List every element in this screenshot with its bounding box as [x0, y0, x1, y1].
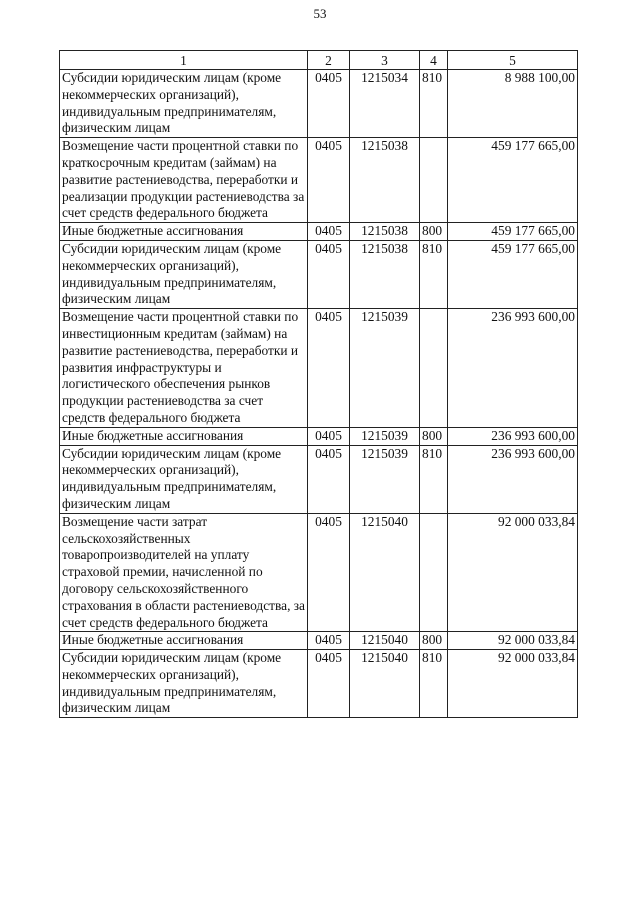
column-header-4: 4: [420, 51, 448, 70]
table-row: [60, 650, 578, 718]
column-header-2: 2: [308, 51, 350, 70]
row-section: 0405: [308, 513, 350, 632]
table-row: [60, 138, 578, 223]
table-row: [60, 427, 578, 445]
row-name: Возмещение части затрат сельскохозяйственных товаропроизводителей на уплату страховой премии, начисленной по договору сельскохозяйственного страхования в области растениеводства, за счет средств федерального бюджета: [60, 513, 308, 632]
row-section: 0405: [308, 650, 350, 718]
column-header-5: 5: [448, 51, 578, 70]
column-header-1: 1: [60, 51, 308, 70]
row-target-code: 1215040: [350, 650, 420, 718]
row-target-code: 1215038: [350, 240, 420, 308]
row-name: Субсидии юридическим лицам (кроме некоммерческих организаций), индивидуальным предпринимателям, физическим лицам: [60, 70, 308, 138]
row-name: Возмещение части процентной ставки по инвестиционным кредитам (займам) на развитие растениеводства, переработки и развития инфраструктуры и логистического обеспечения рынков продукции растениеводства за счет средств федерального бюджета: [60, 309, 308, 428]
row-amount: 236 993 600,00: [448, 445, 578, 513]
row-amount: 459 177 665,00: [448, 138, 578, 223]
row-amount: 459 177 665,00: [448, 223, 578, 241]
row-name: Иные бюджетные ассигнования: [60, 632, 308, 650]
row-expense-type: [420, 513, 448, 632]
row-name: Возмещение части процентной ставки по краткосрочным кредитам (займам) на развитие растениеводства, переработки и реализации продукции растениеводства за счет средств федерального бюджета: [60, 138, 308, 223]
row-expense-type: 800: [420, 427, 448, 445]
row-section: 0405: [308, 223, 350, 241]
row-section: 0405: [308, 427, 350, 445]
row-target-code: 1215039: [350, 445, 420, 513]
row-name: Субсидии юридическим лицам (кроме некоммерческих организаций), индивидуальным предпринимателям, физическим лицам: [60, 650, 308, 718]
row-name: Иные бюджетные ассигнования: [60, 427, 308, 445]
table-row: [60, 240, 578, 308]
row-section: 0405: [308, 138, 350, 223]
row-target-code: 1215040: [350, 632, 420, 650]
row-target-code: 1215038: [350, 223, 420, 241]
row-name: Субсидии юридическим лицам (кроме некоммерческих организаций), индивидуальным предпринимателям, физическим лицам: [60, 445, 308, 513]
table-row: [60, 513, 578, 632]
row-expense-type: 810: [420, 240, 448, 308]
table-row: [60, 70, 578, 138]
row-amount: 459 177 665,00: [448, 240, 578, 308]
row-amount: 92 000 033,84: [448, 650, 578, 718]
row-target-code: 1215039: [350, 427, 420, 445]
table-row: [60, 309, 578, 428]
row-target-code: 1215038: [350, 138, 420, 223]
budget-table: [59, 50, 578, 718]
table-header-row: [60, 51, 578, 70]
row-amount: 92 000 033,84: [448, 513, 578, 632]
row-section: 0405: [308, 240, 350, 308]
row-target-code: 1215039: [350, 309, 420, 428]
row-expense-type: [420, 309, 448, 428]
row-expense-type: 800: [420, 632, 448, 650]
row-amount: 92 000 033,84: [448, 632, 578, 650]
row-amount: 236 993 600,00: [448, 309, 578, 428]
row-expense-type: 810: [420, 70, 448, 138]
column-header-3: 3: [350, 51, 420, 70]
row-expense-type: [420, 138, 448, 223]
row-name: Субсидии юридическим лицам (кроме некоммерческих организаций), индивидуальным предпринимателям, физическим лицам: [60, 240, 308, 308]
row-target-code: 1215040: [350, 513, 420, 632]
row-expense-type: 800: [420, 223, 448, 241]
page-number: 53: [313, 6, 327, 21]
row-expense-type: 810: [420, 445, 448, 513]
row-section: 0405: [308, 445, 350, 513]
table-row: [60, 632, 578, 650]
row-section: 0405: [308, 70, 350, 138]
table-row: [60, 445, 578, 513]
row-expense-type: 810: [420, 650, 448, 718]
row-section: 0405: [308, 309, 350, 428]
row-amount: 8 988 100,00: [448, 70, 578, 138]
row-section: 0405: [308, 632, 350, 650]
row-name: Иные бюджетные ассигнования: [60, 223, 308, 241]
row-amount: 236 993 600,00: [448, 427, 578, 445]
table-row: [60, 223, 578, 241]
row-target-code: 1215034: [350, 70, 420, 138]
